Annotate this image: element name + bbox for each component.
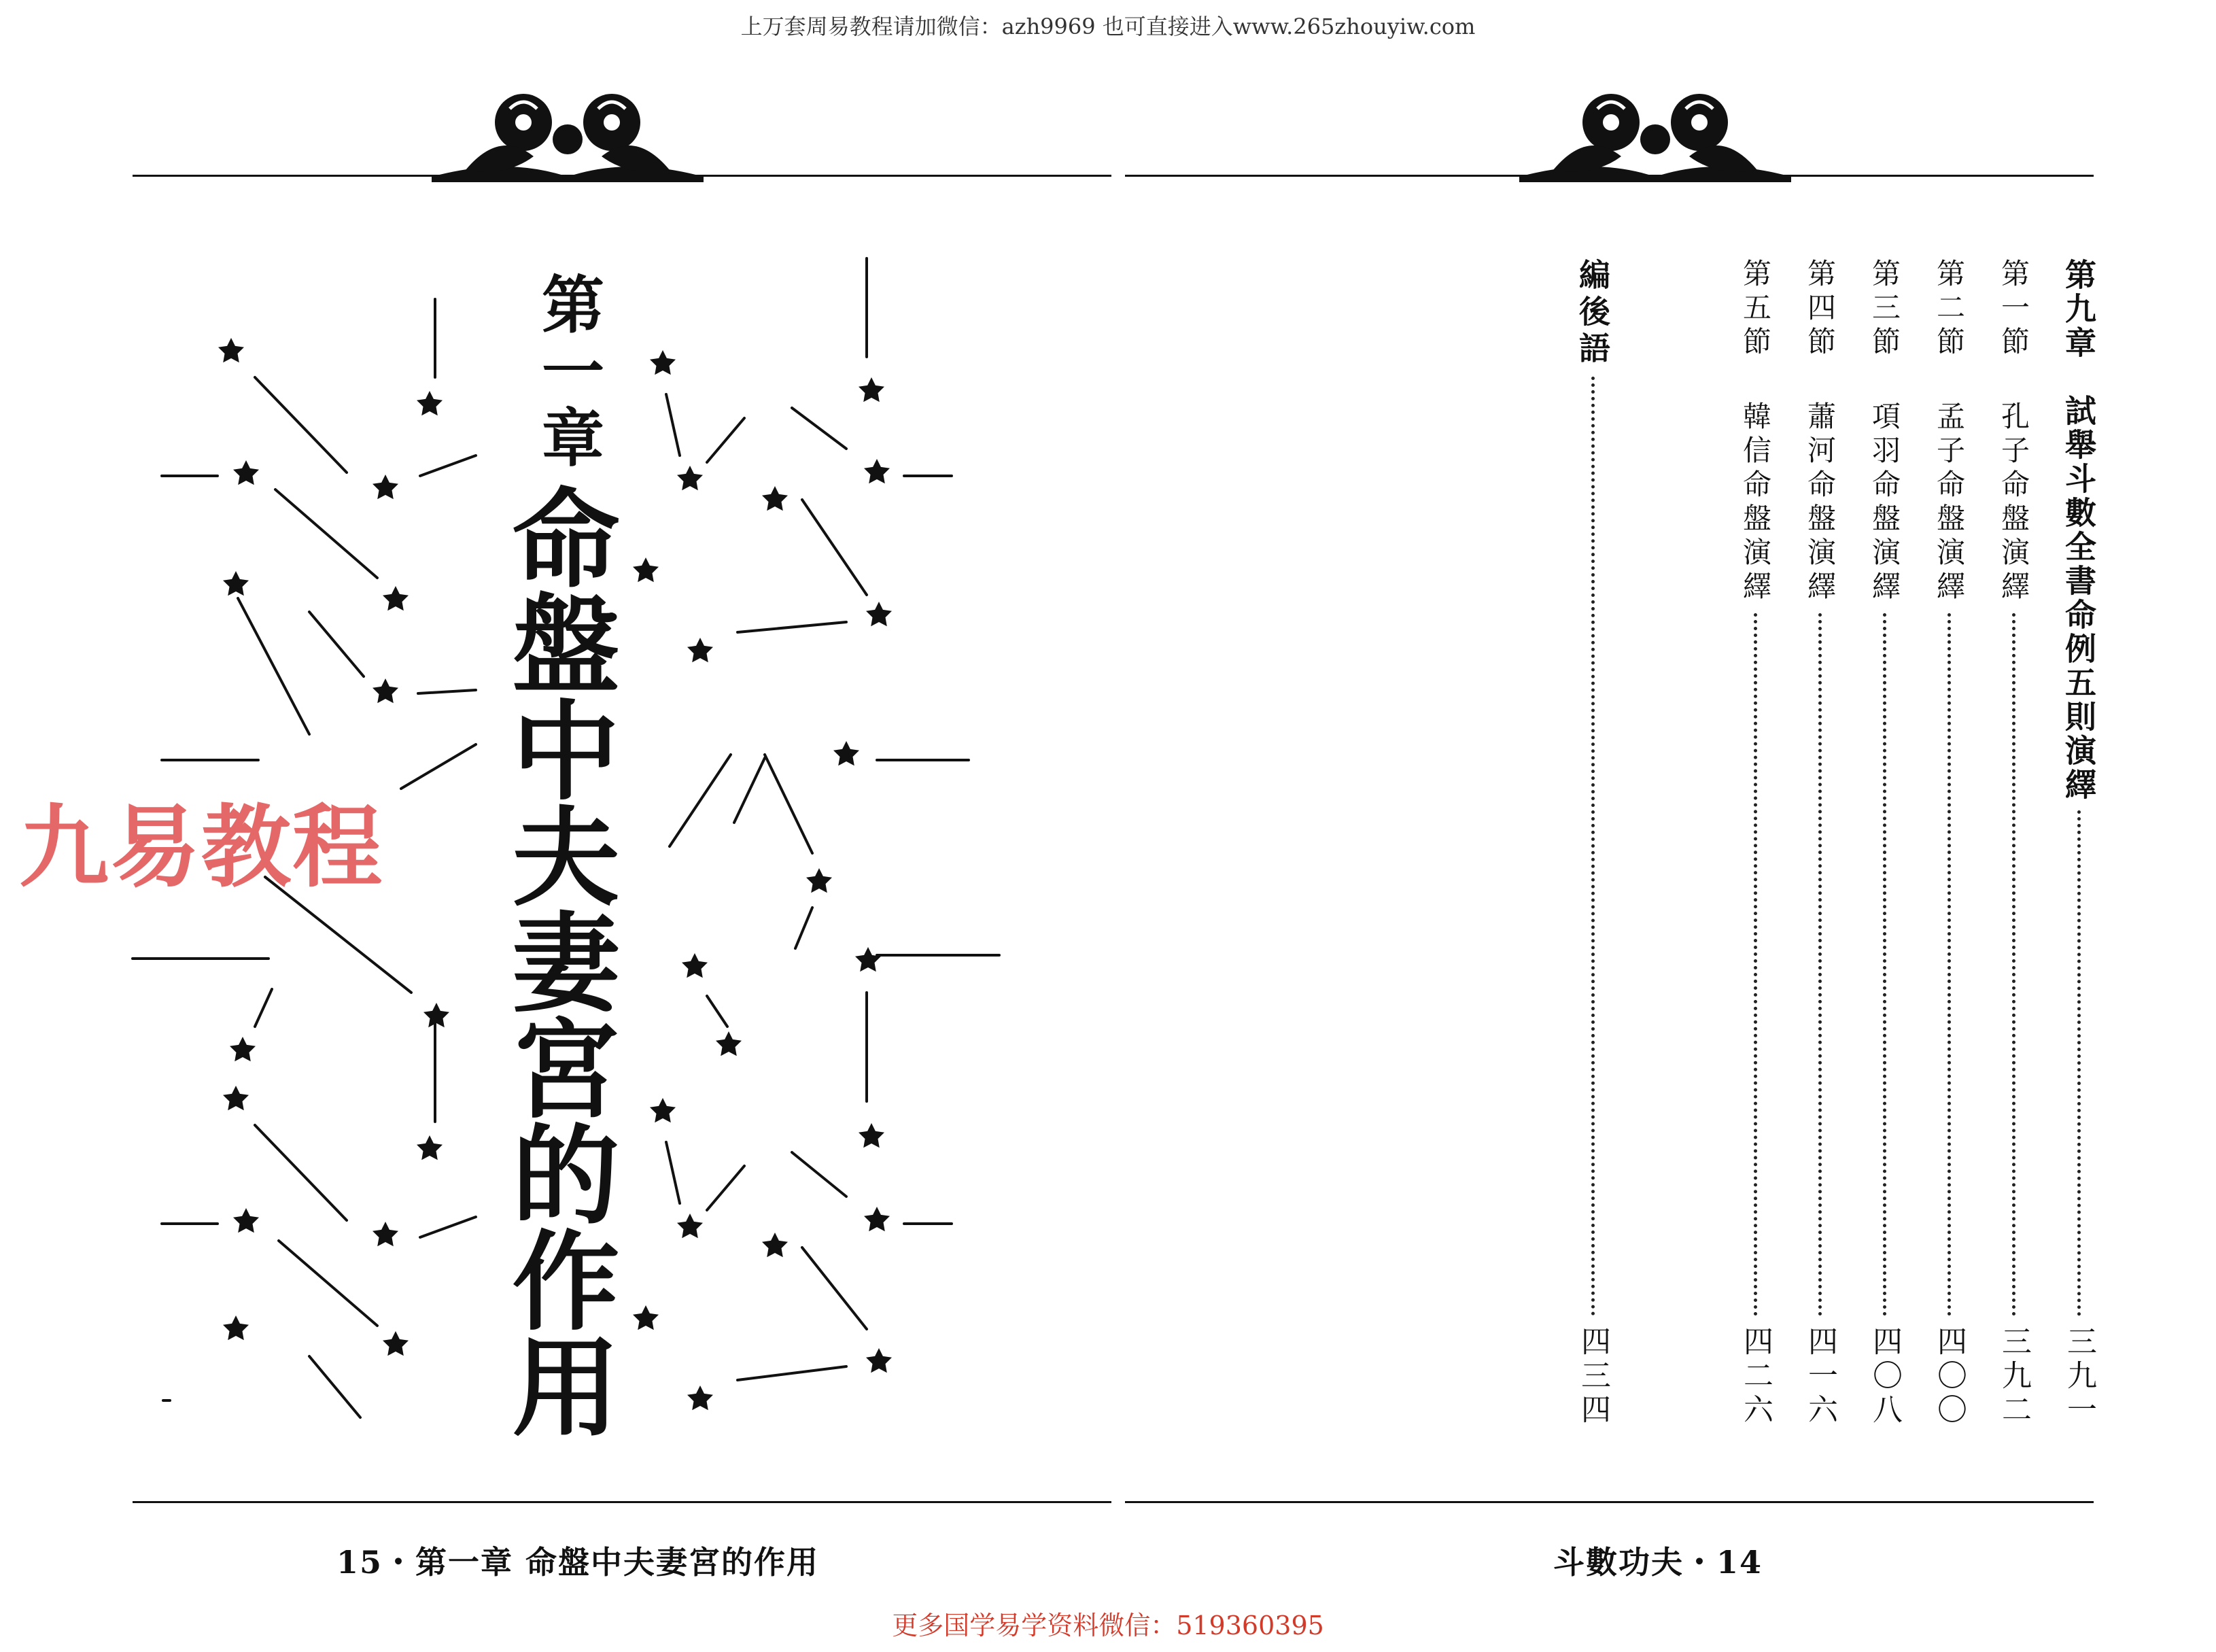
toc-leader-dots xyxy=(1947,613,1951,1316)
toc-section-4[interactable] xyxy=(1798,258,1841,1428)
toc-section-title: 項羽命盤演繹 xyxy=(1868,401,1901,605)
toc-section-title: 孟子命盤演繹 xyxy=(1933,401,1966,605)
toc-section-label: 第三節 xyxy=(1868,258,1901,360)
footer-rule-right xyxy=(1125,1501,2094,1503)
toc-section-label: 第一節 xyxy=(1997,258,2030,360)
footer-right: 斗數功夫・14 xyxy=(1553,1544,1763,1581)
toc-section-label: 第二節 xyxy=(1933,258,1966,360)
chapter-label: 第一章 xyxy=(532,272,605,472)
toc-section-title: 蕭河命盤演繹 xyxy=(1803,401,1837,605)
peony-ornament-right xyxy=(1512,75,1798,184)
toc-leader-dots xyxy=(1591,377,1595,1316)
toc-afterword[interactable] xyxy=(1570,258,1615,1428)
toc-afterword-title: 編後語 xyxy=(1574,258,1611,368)
bottom-banner: 更多国学易学资料微信：519360395 xyxy=(892,1611,1324,1640)
toc-leader-dots xyxy=(2077,810,2081,1316)
watermark: 九易教程 xyxy=(19,795,383,900)
toc-section-label: 第四節 xyxy=(1803,258,1837,360)
toc-page-number: 四三四 xyxy=(1576,1326,1610,1428)
toc-section-2[interactable] xyxy=(1927,258,1971,1428)
toc-page-number: 四〇〇 xyxy=(1932,1326,1967,1428)
toc-leader-dots xyxy=(1754,613,1757,1316)
toc-section-title: 韓信命盤演繹 xyxy=(1739,401,1772,605)
toc-section-label: 第五節 xyxy=(1739,258,1772,360)
toc-page-number: 四二六 xyxy=(1738,1326,1773,1428)
top-banner: 上万套周易教程请加微信：azh9969 也可直接进入www.265zhouyiw.com xyxy=(740,14,1476,39)
toc-section-title: 孔子命盤演繹 xyxy=(1997,401,2030,605)
toc-page-number: 四一六 xyxy=(1803,1326,1837,1428)
toc-leader-dots xyxy=(1883,613,1886,1316)
toc-section-5[interactable] xyxy=(1733,258,1777,1428)
toc-leader-dots xyxy=(2012,613,2015,1316)
toc-chapter-title: 第九章 試舉斗數全書命例五則演繹 xyxy=(2060,258,2097,802)
toc-chapter-heading[interactable] xyxy=(2056,258,2101,1428)
footer-rule-left xyxy=(133,1501,1111,1503)
header-rule-right xyxy=(1125,175,2094,177)
toc-section-3[interactable] xyxy=(1863,258,1906,1428)
footer-left: 15・第一章 命盤中夫妻宮的作用 xyxy=(336,1544,820,1581)
toc-leader-dots xyxy=(1818,613,1822,1316)
toc-page-number: 三九一 xyxy=(2062,1326,2096,1428)
toc-page-number: 四〇八 xyxy=(1867,1326,1902,1428)
toc-section-1[interactable] xyxy=(1992,258,2035,1428)
toc-page-number: 三九二 xyxy=(1996,1326,2031,1428)
chapter-title: 命盤中夫妻宮的作用 xyxy=(494,483,620,1437)
